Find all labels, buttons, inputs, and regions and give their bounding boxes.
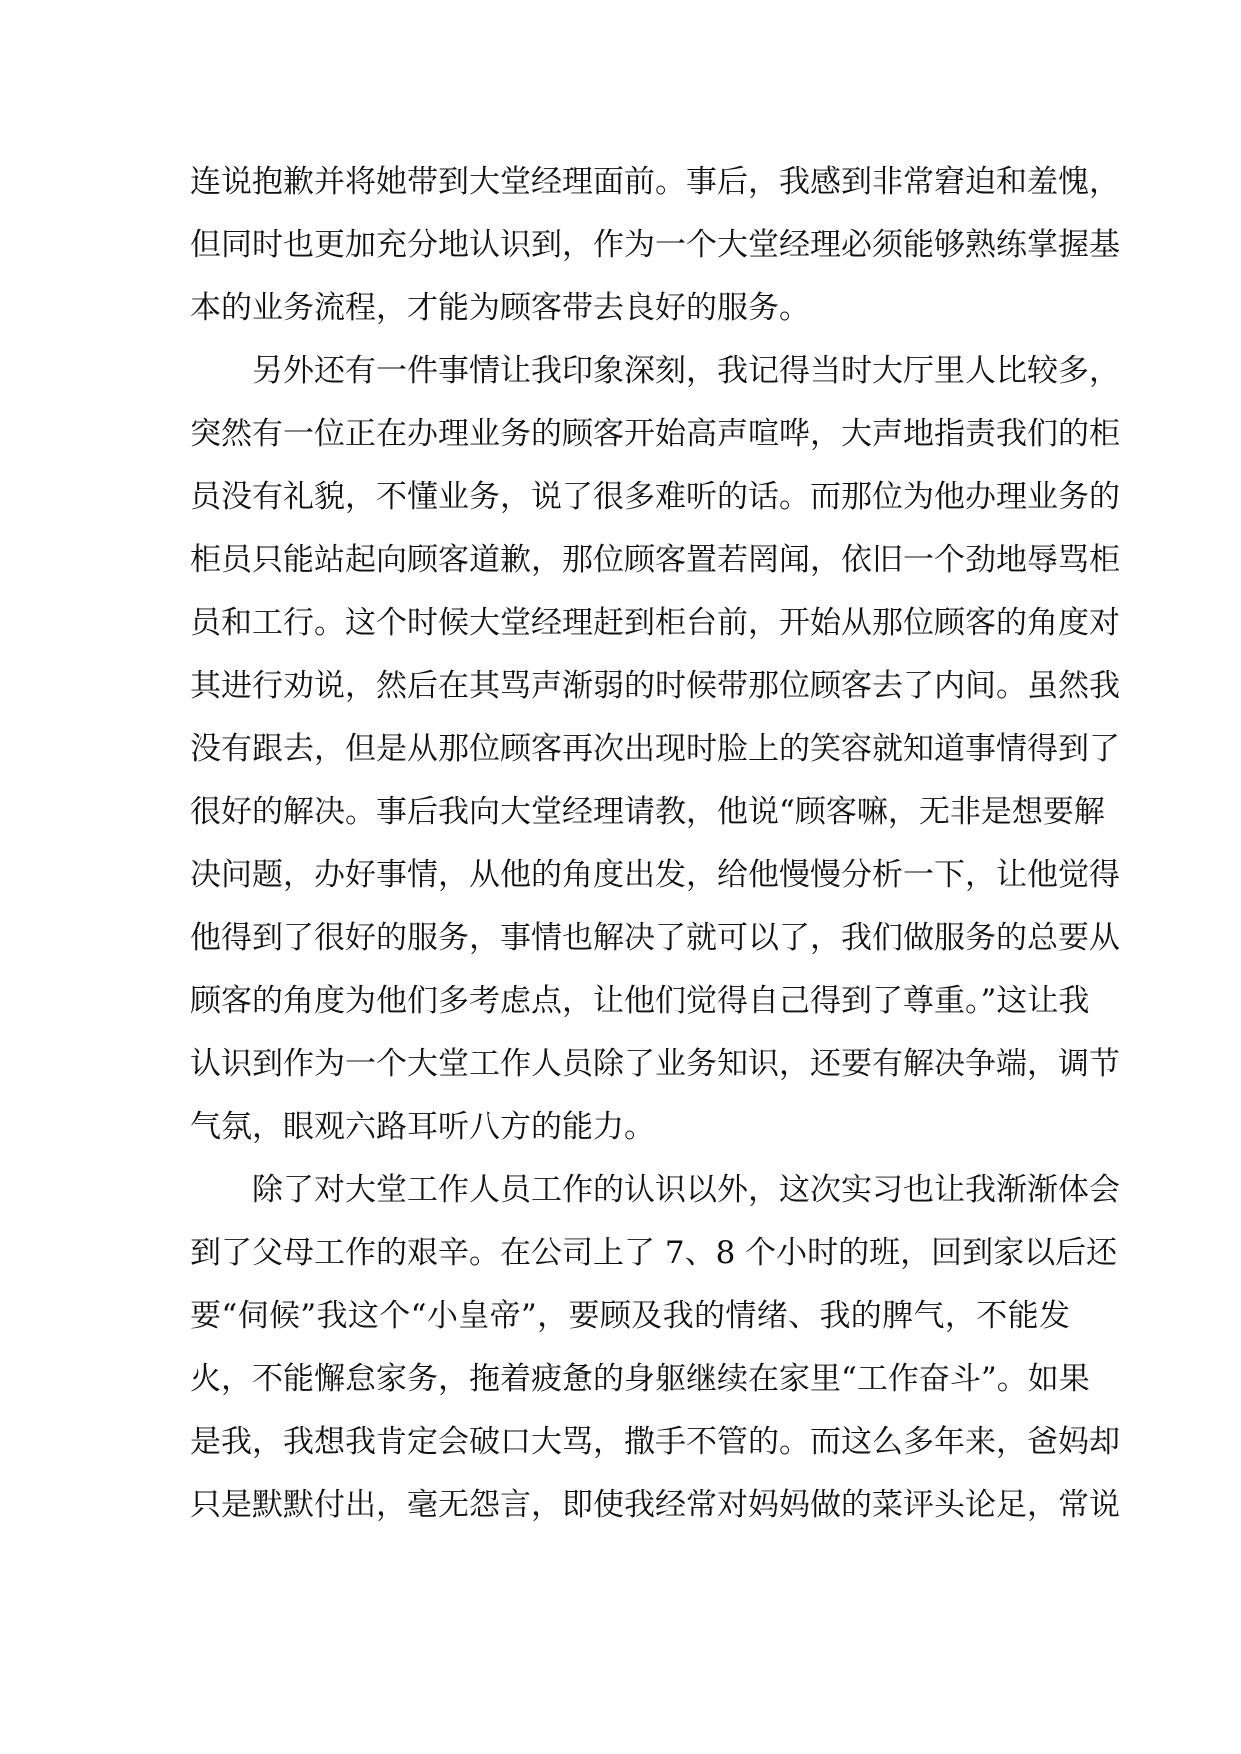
text-line: 没有跟去，但是从那位顾客再次出现时脸上的笑容就知道事情得到了 bbox=[190, 731, 1120, 767]
text-line: 火，不能懈怠家务，拖着疲惫的身躯继续在家里“工作奋斗”。如果 bbox=[190, 1361, 1090, 1397]
text-line: 突然有一位正在办理业务的顾客开始高声喧哗，大声地指责我们的柜 bbox=[190, 416, 1120, 452]
text-line: 除了对大堂工作人员工作的认识以外，这次实习也让我渐渐体会 bbox=[252, 1172, 1120, 1208]
text-line: 要“伺候”我这个“小皇帝”，要顾及我的情绪、我的脾气，不能发 bbox=[190, 1298, 1070, 1334]
text-line: 他得到了很好的服务，事情也解决了就可以了，我们做服务的总要从 bbox=[190, 920, 1120, 956]
text-line: 决问题，办好事情，从他的角度出发，给他慢慢分析一下，让他觉得 bbox=[190, 857, 1120, 893]
text-line: 认识到作为一个大堂工作人员除了业务知识，还要有解决争端，调节 bbox=[190, 1046, 1120, 1082]
text-line: 只是默默付出，毫无怨言，即使我经常对妈妈做的菜评头论足，常说 bbox=[190, 1487, 1120, 1523]
text-line: 连说抱歉并将她带到大堂经理面前。事后，我感到非常窘迫和羞愧， bbox=[190, 164, 1120, 200]
text-line: 但同时也更加充分地认识到，作为一个大堂经理必须能够熟练掌握基 bbox=[190, 227, 1120, 263]
text-line: 是我，我想我肯定会破口大骂，撒手不管的。而这么多年来，爸妈却 bbox=[190, 1424, 1120, 1460]
text-line: 很好的解决。事后我向大堂经理请教，他说“顾客嘛，无非是想要解 bbox=[190, 794, 1105, 830]
text-line: 员没有礼貌，不懂业务，说了很多难听的话。而那位为他办理业务的 bbox=[190, 479, 1120, 515]
text-line: 到了父母工作的艰辛。在公司上了 7、8 个小时的班，回到家以后还 bbox=[190, 1235, 1118, 1271]
text-line: 本的业务流程，才能为顾客带去良好的服务。 bbox=[190, 290, 810, 326]
text-line: 顾客的角度为他们多考虑点，让他们觉得自己得到了尊重。”这让我 bbox=[190, 983, 1090, 1019]
text-line: 其进行劝说，然后在其骂声渐弱的时候带那位顾客去了内间。虽然我 bbox=[190, 668, 1120, 704]
text-line: 另外还有一件事情让我印象深刻，我记得当时大厅里人比较多， bbox=[252, 353, 1120, 389]
text-line: 柜员只能站起向顾客道歉，那位顾客置若罔闻，依旧一个劲地辱骂柜 bbox=[190, 542, 1120, 578]
text-line: 员和工行。这个时候大堂经理赶到柜台前，开始从那位顾客的角度对 bbox=[190, 605, 1120, 641]
text-line: 气氛，眼观六路耳听八方的能力。 bbox=[190, 1109, 655, 1145]
